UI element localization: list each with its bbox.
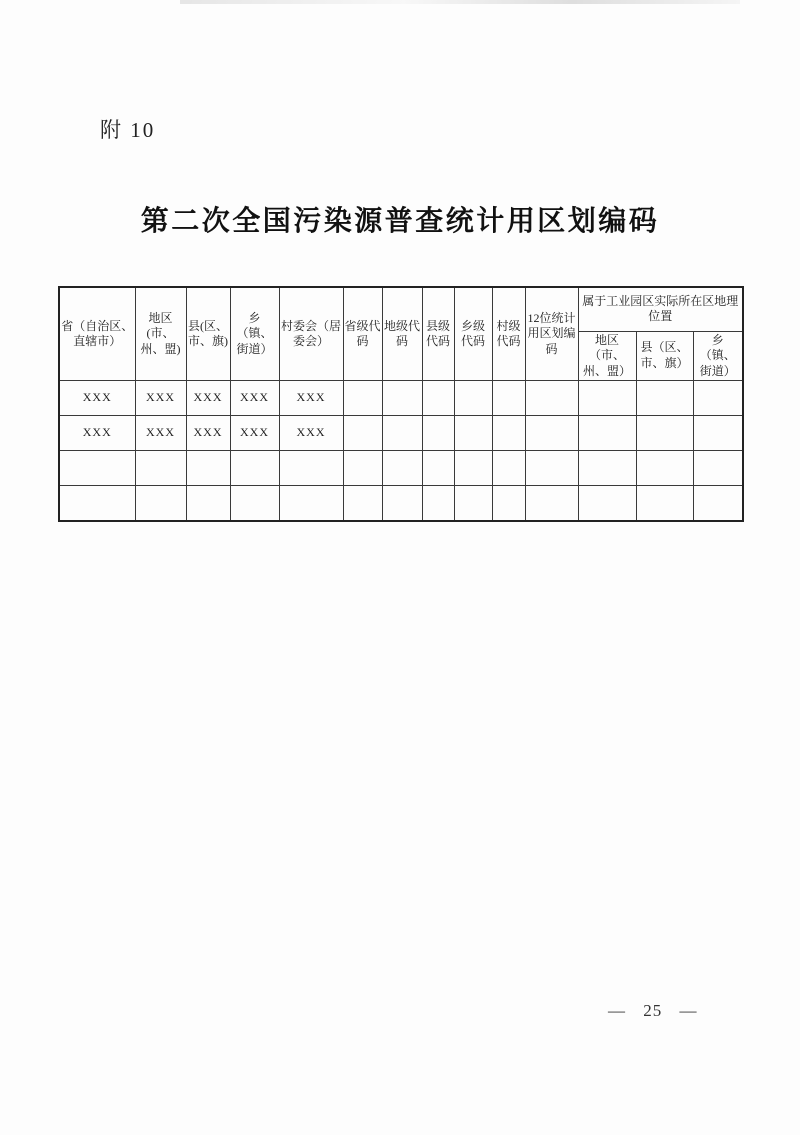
table-row [59, 451, 743, 486]
table-cell [492, 416, 525, 451]
table-cell: XXX [135, 381, 186, 416]
table-cell [186, 451, 230, 486]
col-header-park-township: 乡（镇、街道） [693, 331, 743, 381]
scan-artifact [180, 0, 740, 4]
table-cell [525, 486, 578, 521]
table-cell [578, 416, 636, 451]
col-header-village-committee: 村委会（居委会） [279, 287, 343, 381]
table-cell [59, 451, 135, 486]
table-cell: XXX [230, 416, 279, 451]
table-cell [578, 381, 636, 416]
table-cell: XXX [279, 381, 343, 416]
table-cell: XXX [230, 381, 279, 416]
table-cell [454, 416, 492, 451]
table-cell [454, 451, 492, 486]
table-cell [382, 451, 422, 486]
col-header-industrial-park-group: 属于工业园区实际所在区地理位置 [578, 287, 743, 331]
table-cell [636, 416, 693, 451]
col-header-park-prefecture: 地区（市、州、盟） [578, 331, 636, 381]
table-cell [230, 486, 279, 521]
table-cell [636, 486, 693, 521]
table-cell: XXX [186, 381, 230, 416]
table-cell [279, 451, 343, 486]
table-cell [492, 381, 525, 416]
table-row [59, 416, 743, 451]
table-cell [343, 381, 382, 416]
page-number: — 25 — [608, 1001, 698, 1020]
table-cell [422, 416, 454, 451]
table-cell: XXX [279, 416, 343, 451]
table-cell [422, 451, 454, 486]
table-row [59, 486, 743, 521]
page-title: 第二次全国污染源普查统计用区划编码 [140, 206, 660, 237]
table-cell [454, 486, 492, 521]
table-cell [382, 416, 422, 451]
table-cell [186, 486, 230, 521]
table-cell [135, 451, 186, 486]
table-cell [492, 451, 525, 486]
table-cell [343, 451, 382, 486]
table-cell: XXX [59, 416, 135, 451]
table-cell [525, 416, 578, 451]
table-cell [135, 486, 186, 521]
table-header-row [59, 287, 743, 331]
table-cell [578, 451, 636, 486]
col-header-prefecture-code: 地级代码 [382, 287, 422, 381]
table-cell: XXX [135, 416, 186, 451]
col-header-province: 省（自治区、直辖市） [59, 287, 135, 381]
table-cell [343, 486, 382, 521]
table-cell [636, 451, 693, 486]
region-code-table [58, 286, 744, 522]
table-cell [454, 381, 492, 416]
col-header-prefecture: 地区(市、州、盟) [135, 287, 186, 381]
col-header-township: 乡（镇、街道） [230, 287, 279, 381]
table-cell [636, 381, 693, 416]
table-cell [279, 486, 343, 521]
table-cell: XXX [186, 416, 230, 451]
table-cell [525, 451, 578, 486]
table-cell [693, 451, 743, 486]
col-header-park-county: 县（区、市、旗） [636, 331, 693, 381]
col-header-county-code: 县级代码 [422, 287, 454, 381]
table-cell [693, 486, 743, 521]
table-cell [59, 486, 135, 521]
col-header-12digit-code: 12位统计用区划编码 [525, 287, 578, 381]
table-cell [693, 381, 743, 416]
table-cell [525, 381, 578, 416]
col-header-county: 县(区、市、旗) [186, 287, 230, 381]
col-header-province-code: 省级代码 [343, 287, 382, 381]
table-cell: XXX [59, 381, 135, 416]
table-cell [230, 451, 279, 486]
table-cell [578, 486, 636, 521]
attachment-label: 附 10 [100, 118, 156, 142]
table-row [59, 381, 743, 416]
table-cell [343, 416, 382, 451]
table-cell [422, 381, 454, 416]
table-cell [382, 486, 422, 521]
col-header-township-code: 乡级代码 [454, 287, 492, 381]
table-cell [693, 416, 743, 451]
table-cell [382, 381, 422, 416]
table-cell [422, 486, 454, 521]
table-cell [492, 486, 525, 521]
col-header-village-code: 村级代码 [492, 287, 525, 381]
